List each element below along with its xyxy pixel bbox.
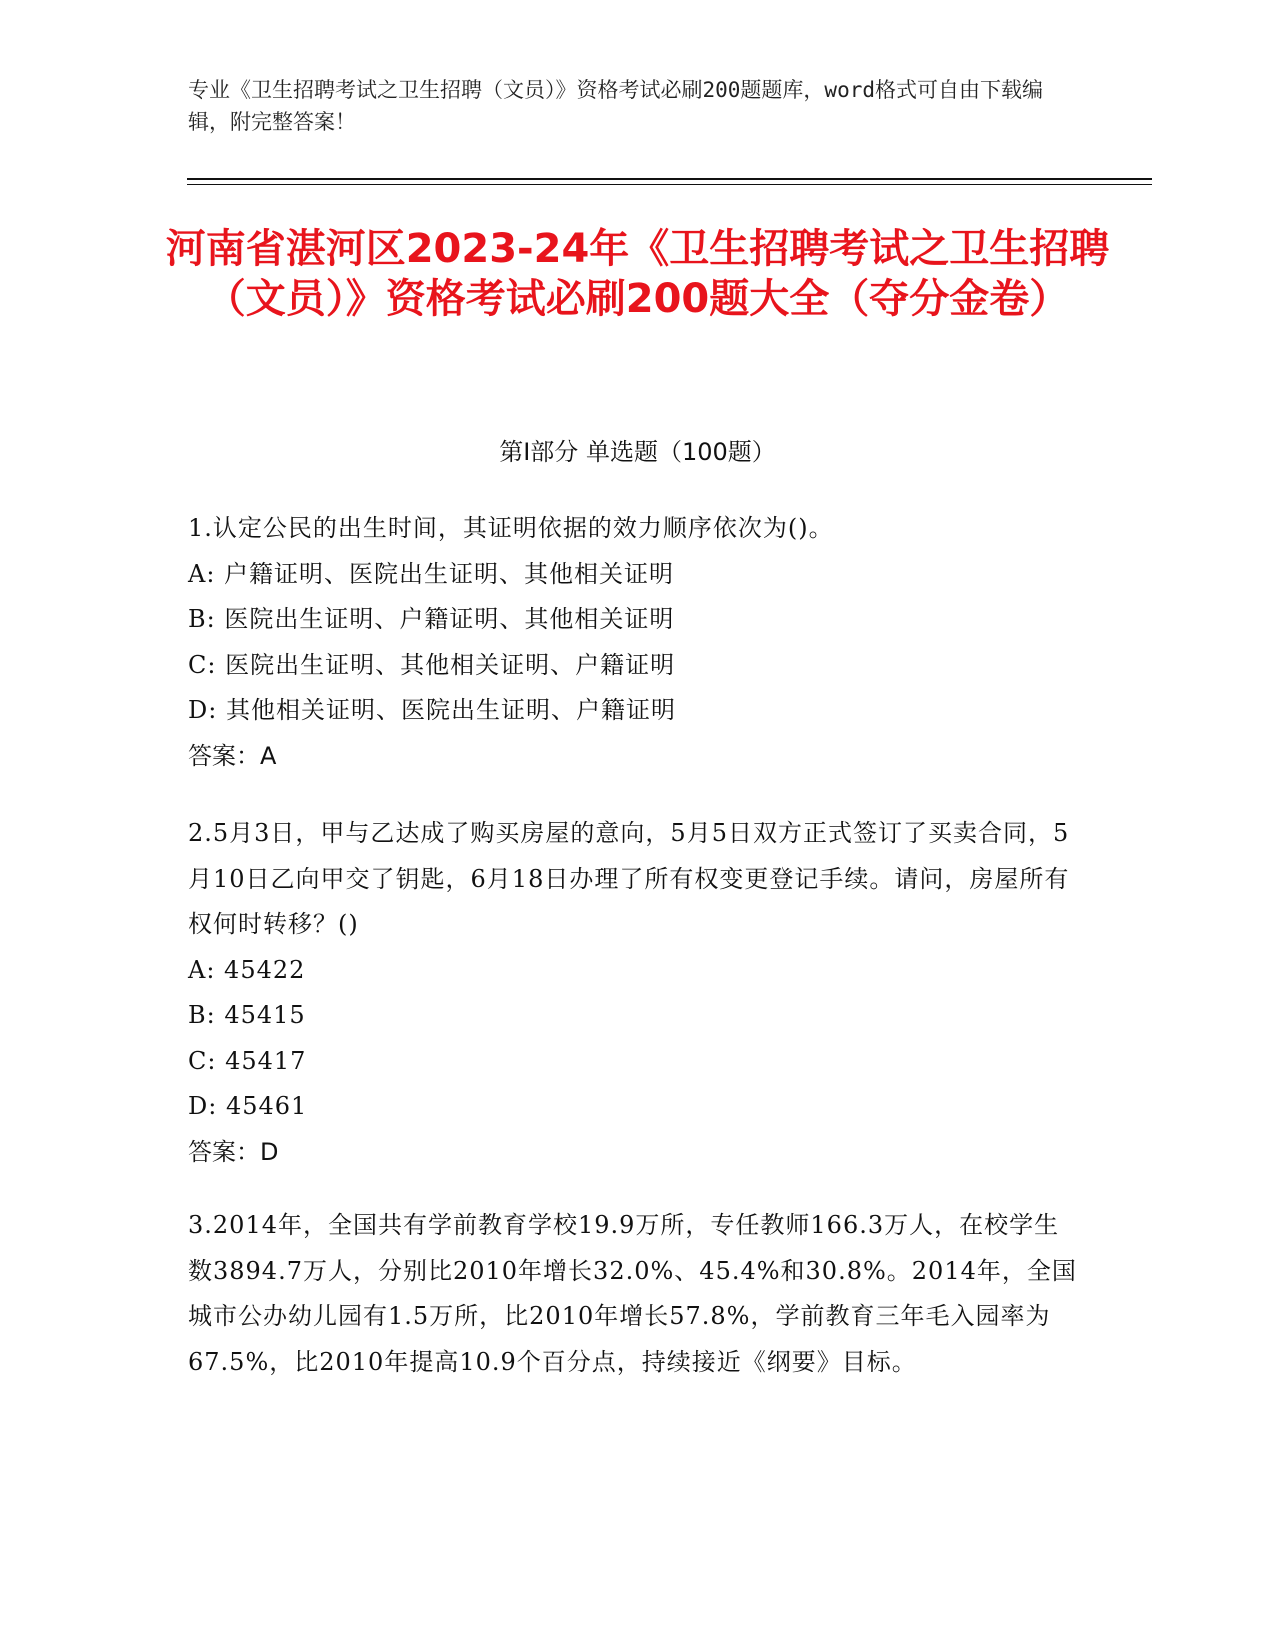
question-2 [188,811,1083,1175]
option-d: D: 45461 [188,1092,308,1120]
option-b: B: 医院出生证明、户籍证明、其他相关证明 [188,605,675,633]
document-title: 河南省湛河区2023-24年《卫生招聘考试之卫生招聘（文员）》资格考试必刷200题大全（夺分金卷） [165,226,1110,322]
option-a: A: 户籍证明、医院出生证明、其他相关证明 [188,559,675,588]
question-3 [188,1203,1083,1385]
answer: 答案：D [188,1137,279,1166]
question-stem: 3.2014年，全国共有学前教育学校19.9万所，专任教师166.3万人，在校学生数3894.7万人，分别比2010年增长32.0%、45.4%和30.8%。2014年，全国城市公办幼儿园有1.5万所，比2010年增长57.8%，学前教育三年毛入园率为67.5%，比2010年提高10.9个百分点，持续接近《纲要》目标。 [188,1211,1077,1376]
option-b: B: 45415 [188,1001,306,1029]
header-note: 专业《卫生招聘考试之卫生招聘（文员）》资格考试必刷200题题库，word格式可自由下载编辑，附完整答案！ [188,78,1043,134]
option-a: A: 45422 [188,955,306,984]
question-stem: 1.认定公民的出生时间，其证明依据的效力顺序依次为()。 [188,514,834,542]
answer: 答案：A [188,741,277,770]
header-divider-thin [187,184,1152,185]
question-stem: 2.5月3日，甲与乙达成了购买房屋的意向，5月5日双方正式签订了买卖合同，5月10日乙向甲交了钥匙，6月18日办理了所有权变更登记手续。请问，房屋所有权何时转移？() [188,819,1070,938]
option-c: C: 45417 [188,1046,307,1075]
header-divider-thick [187,178,1152,180]
option-d: D: 其他相关证明、医院出生证明、户籍证明 [188,696,676,724]
option-c: C: 医院出生证明、其他相关证明、户籍证明 [188,650,676,679]
section-title: 第Ⅰ部分 单选题（100题） [499,438,776,466]
question-1 [188,506,1083,779]
